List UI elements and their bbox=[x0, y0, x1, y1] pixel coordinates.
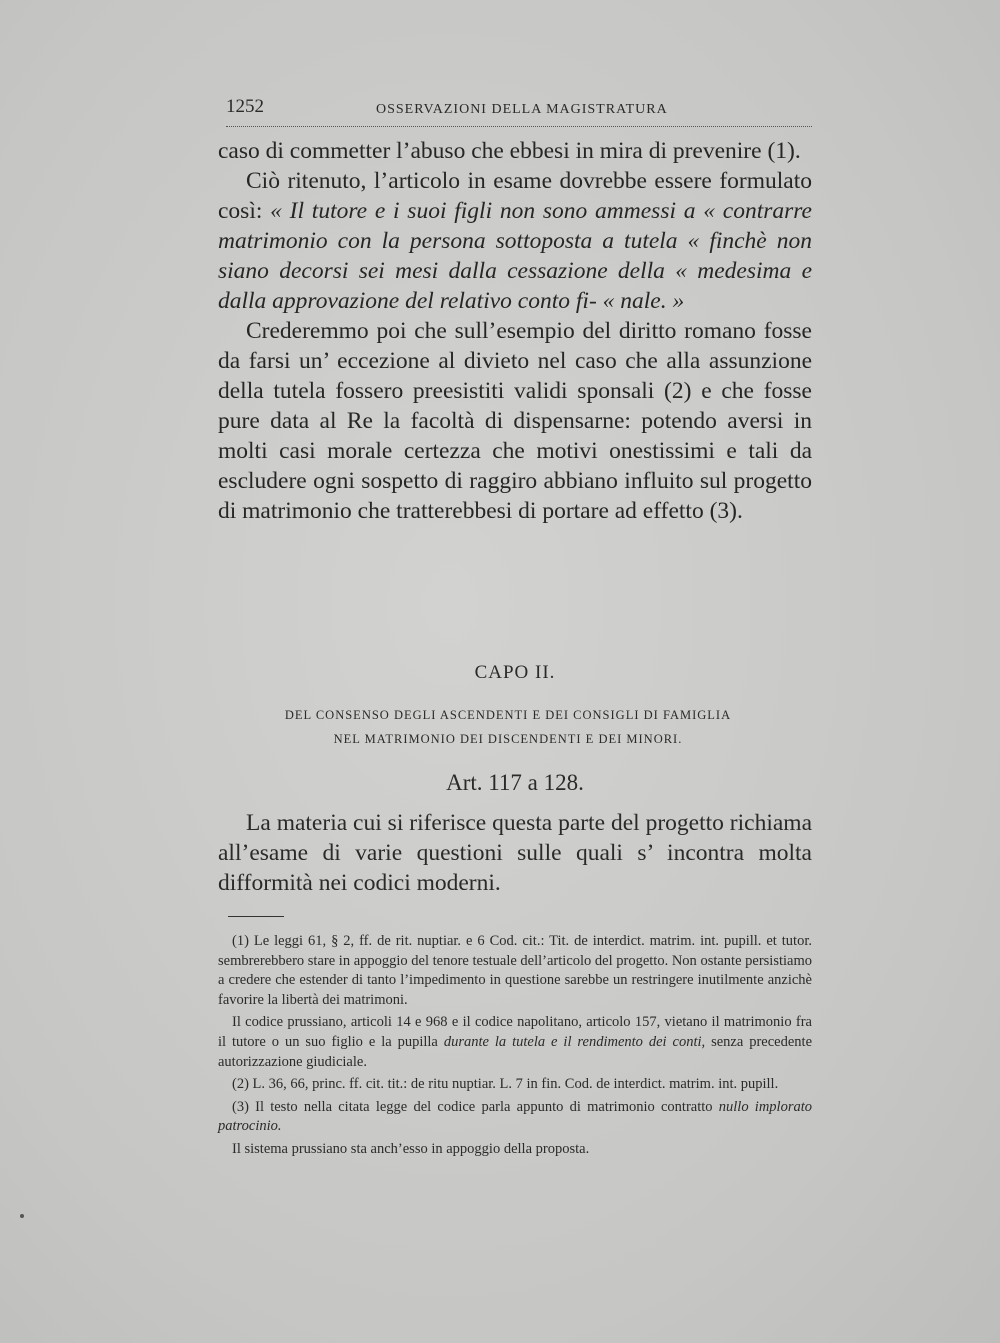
paragraph-3: Crederemmo poi che sull’esempio del diritto romano fosse da farsi un’ eccezione al divieto nel caso che alla assunzione della tutela fossero preesistiti validi sponsali (2) e che fosse pure data al Re la facoltà di dispensarne: potendo aversi in molti casi morale certezza che motivi onestissimi e tali da escludere ogni sospetto di raggiro abbiano influito sul progetto di matrimonio che tratterebbesi di portare ad effetto (3). bbox=[218, 318, 812, 524]
page-header bbox=[226, 96, 812, 127]
footnote-3-lead: (3) Il testo nella citata legge del codice parla appunto di matrimonio contratto bbox=[232, 1098, 713, 1115]
article-text bbox=[218, 808, 812, 898]
chapter-title: CAPO II. bbox=[474, 662, 556, 683]
page-number: 1252 bbox=[226, 96, 264, 117]
footnote-1: (1) Le leggi 61, § 2, ff. de rit. nuptiar. e 6 Cod. cit.: Tit. de interdict. matrim. int. pupill. et tutor. sembrerebbero stare in appoggio del tenore testuale dell’articolo del progetto. Non ostante persistiamo a credere che estender di tanto l’impedimento in questione sarebbe un restringere inutilmente anzichè favorire la libertà dei matrimoni. bbox=[218, 933, 812, 1008]
chapter-subtitle-line-1: DEL CONSENSO DEGLI ASCENDENTI E DEI CONSIGLI DI FAMIGLIA bbox=[284, 708, 732, 722]
paragraph-2-lead: Ciò ritenuto, l’articolo in esame dovrebbe essere formulato così: bbox=[218, 168, 812, 224]
footnote-rule bbox=[228, 916, 284, 917]
paper-speck bbox=[20, 1214, 24, 1218]
paragraph-1: caso di commetter l’abuso che ebbesi in mira di prevenire (1). bbox=[218, 138, 801, 164]
paragraph-2 bbox=[218, 166, 812, 316]
main-text bbox=[218, 136, 812, 526]
proposed-article-quote: « Il tutore e i suoi figli non sono ammessi a « contrarre matrimonio con la persona sottoposta a tutela « finchè non siano decorsi sei mesi dalla cessazione della « medesima e dalla approvazione del relativo conto fi- « nale. » bbox=[218, 198, 812, 314]
footnote-1b-lead: Il codice prussiano, articoli 14 e 968 e il codice napolitano, articolo 157, vietano il matrimonio fra il tutore o un suo figlio e la pupilla bbox=[218, 1014, 812, 1050]
footnote-3 bbox=[218, 1098, 812, 1137]
footnote-3-italic: nullo implorato patrocinio. bbox=[218, 1098, 812, 1135]
footnote-1b-italic: durante la tutela e il rendimento dei conti, bbox=[443, 1033, 706, 1050]
chapter-subtitle-line-2: NEL MATRIMONIO DEI DISCENDENTI E DEI MINORI. bbox=[333, 732, 683, 746]
footnotes bbox=[218, 932, 812, 1163]
article-paragraph: La materia cui si riferisce questa parte del progetto richiama all’esame di varie questioni sulle quali s’ incontra molta difformità nei codici moderni. bbox=[218, 810, 812, 896]
chapter-subtitle bbox=[248, 703, 768, 751]
footnote-1b-tail: senza precedente autorizzazione giudiciale. bbox=[218, 1033, 813, 1070]
article-heading: Art. 117 a 128. bbox=[446, 770, 584, 795]
running-head: OSSERVAZIONI DELLA MAGISTRATURA bbox=[376, 102, 668, 117]
footnote-2: (2) L. 36, 66, princ. ff. cit. tit.: de ritu nuptiar. L. 7 in fin. Cod. de interdict. matrim. int. pupill. bbox=[232, 1076, 779, 1093]
footnote-1-continued bbox=[218, 1013, 812, 1072]
footnote-3-continued: Il sistema prussiano sta anch’esso in appoggio della proposta. bbox=[232, 1140, 590, 1157]
